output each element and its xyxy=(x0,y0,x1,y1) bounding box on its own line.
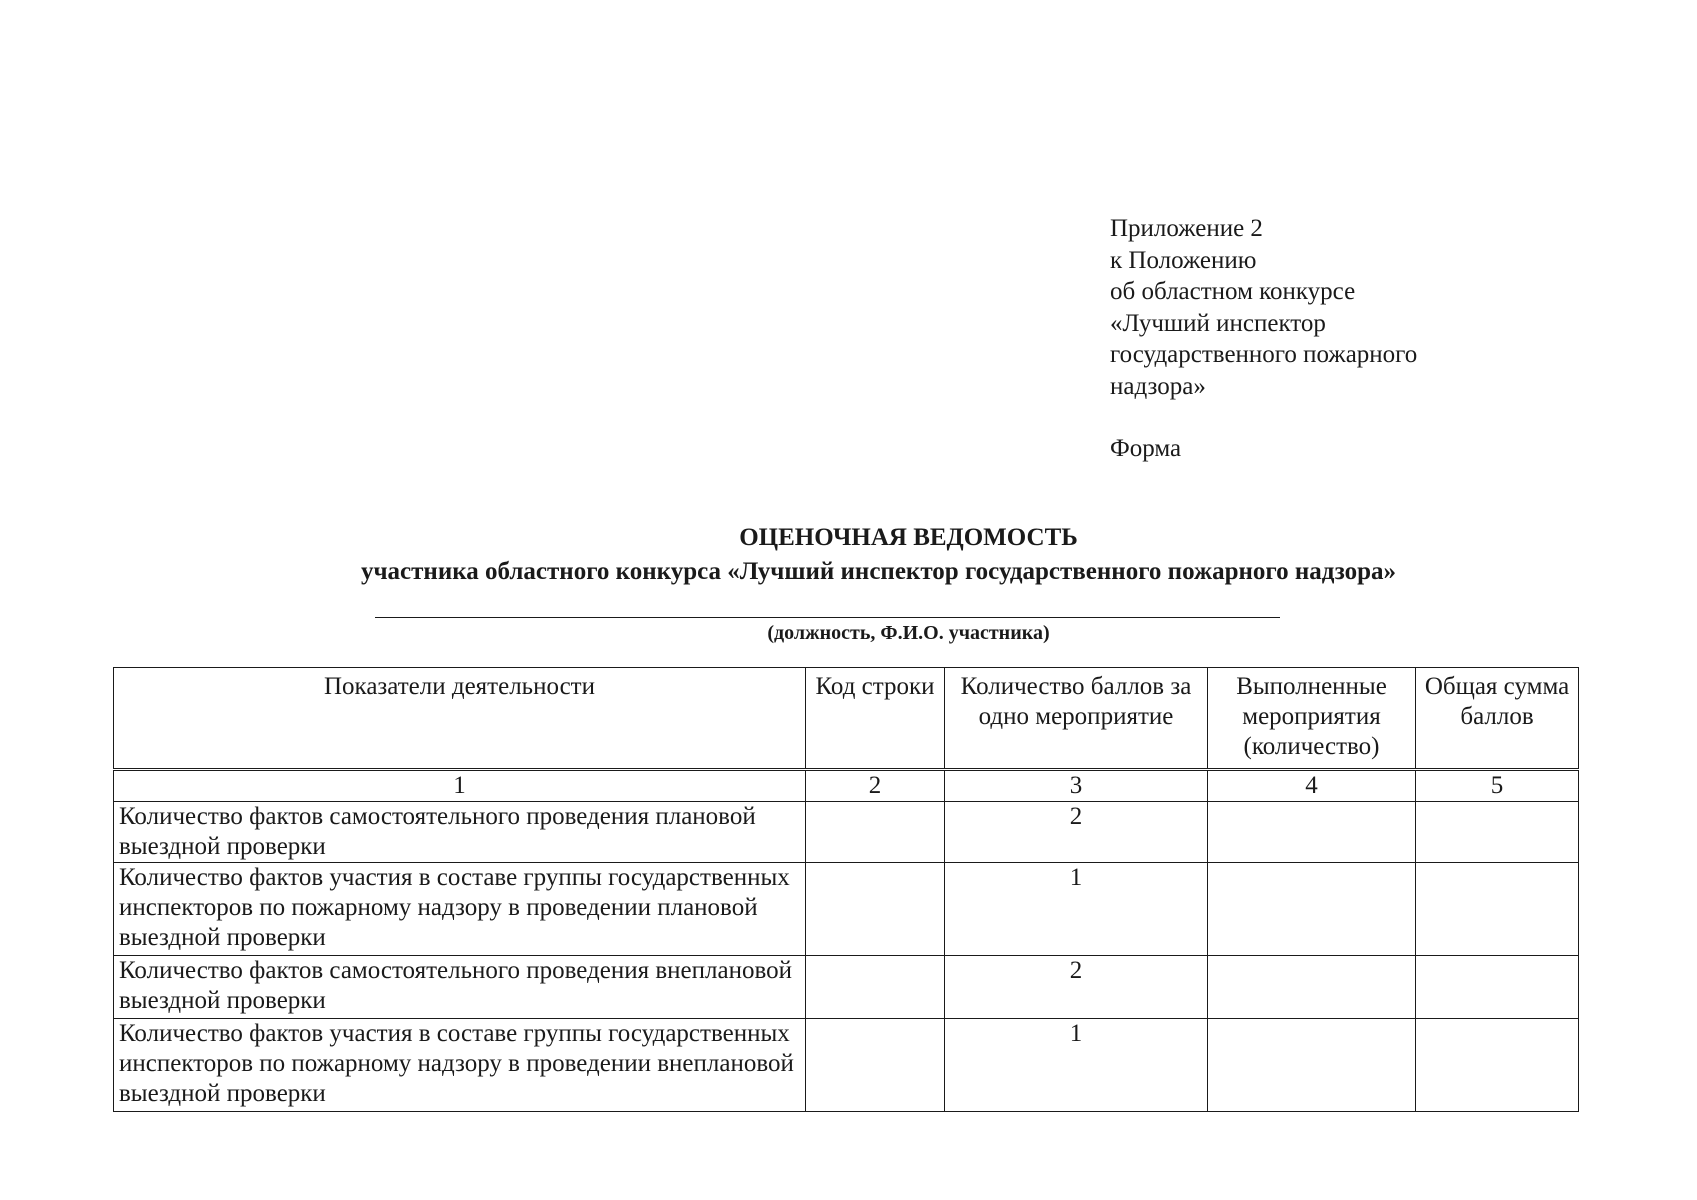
participant-fill-line xyxy=(375,617,1280,618)
column-number-row xyxy=(114,770,1579,802)
indicator-cell: Количество фактов участия в составе группы государственных инспекторов по пожарному надзору в проведении плановой выездной проверки xyxy=(114,863,806,956)
participant-caption: (должность, Ф.И.О. участника) xyxy=(767,622,1050,644)
done-count-cell[interactable] xyxy=(1208,863,1416,956)
appendix-line: «Лучший инспектор xyxy=(1110,309,1326,337)
column-number: 4 xyxy=(1208,770,1416,802)
code-cell[interactable] xyxy=(806,863,945,956)
column-number: 1 xyxy=(114,770,806,802)
column-header: Выполненные мероприятия (количество) xyxy=(1208,668,1416,770)
table-row xyxy=(114,1019,1579,1112)
appendix-line: надзора» xyxy=(1110,372,1206,400)
appendix-line: государственного пожарного xyxy=(1110,341,1418,368)
indicator-cell: Количество фактов самостоятельного проведения плановой выездной проверки xyxy=(114,802,806,863)
column-header: Количество баллов за одно мероприятие xyxy=(945,668,1208,770)
points-cell: 1 xyxy=(945,1019,1208,1112)
column-header: Показатели деятельности xyxy=(114,668,806,770)
points-cell: 2 xyxy=(945,956,1208,1019)
column-header: Общая сумма баллов xyxy=(1416,668,1579,770)
total-score-cell[interactable] xyxy=(1416,863,1579,956)
appendix-line: Приложение 2 xyxy=(1110,215,1263,242)
column-number: 5 xyxy=(1416,770,1579,802)
table-header-row xyxy=(114,668,1579,770)
document-subtitle: участника областного конкурса «Лучший инспектор государственного пожарного надзора» xyxy=(360,558,1397,585)
table-row xyxy=(114,863,1579,956)
code-cell[interactable] xyxy=(806,956,945,1019)
table-row xyxy=(114,956,1579,1019)
table-row xyxy=(114,802,1579,863)
code-cell[interactable] xyxy=(806,1019,945,1112)
total-score-cell[interactable] xyxy=(1416,802,1579,863)
indicator-cell: Количество фактов участия в составе группы государственных инспекторов по пожарному надзору в проведении внеплановой выездной проверки xyxy=(114,1019,806,1112)
column-number: 2 xyxy=(806,770,945,802)
total-score-cell[interactable] xyxy=(1416,1019,1579,1112)
document-title: ОЦЕНОЧНАЯ ВЕДОМОСТЬ xyxy=(739,524,1078,551)
assessment-table-wrapper xyxy=(113,667,1578,1112)
done-count-cell[interactable] xyxy=(1208,1019,1416,1112)
assessment-table xyxy=(113,667,1579,1112)
form-label: Форма xyxy=(1110,435,1182,462)
appendix-note xyxy=(1110,213,1417,402)
appendix-line: об областном конкурсе xyxy=(1110,278,1356,305)
done-count-cell[interactable] xyxy=(1208,956,1416,1019)
column-number: 3 xyxy=(945,770,1208,802)
total-score-cell[interactable] xyxy=(1416,956,1579,1019)
points-cell: 2 xyxy=(945,802,1208,863)
indicator-cell: Количество фактов самостоятельного проведения внеплановой выездной проверки xyxy=(114,956,806,1019)
code-cell[interactable] xyxy=(806,802,945,863)
column-header: Код строки xyxy=(806,668,945,770)
points-cell: 1 xyxy=(945,863,1208,956)
appendix-line: к Положению xyxy=(1110,246,1257,274)
done-count-cell[interactable] xyxy=(1208,802,1416,863)
